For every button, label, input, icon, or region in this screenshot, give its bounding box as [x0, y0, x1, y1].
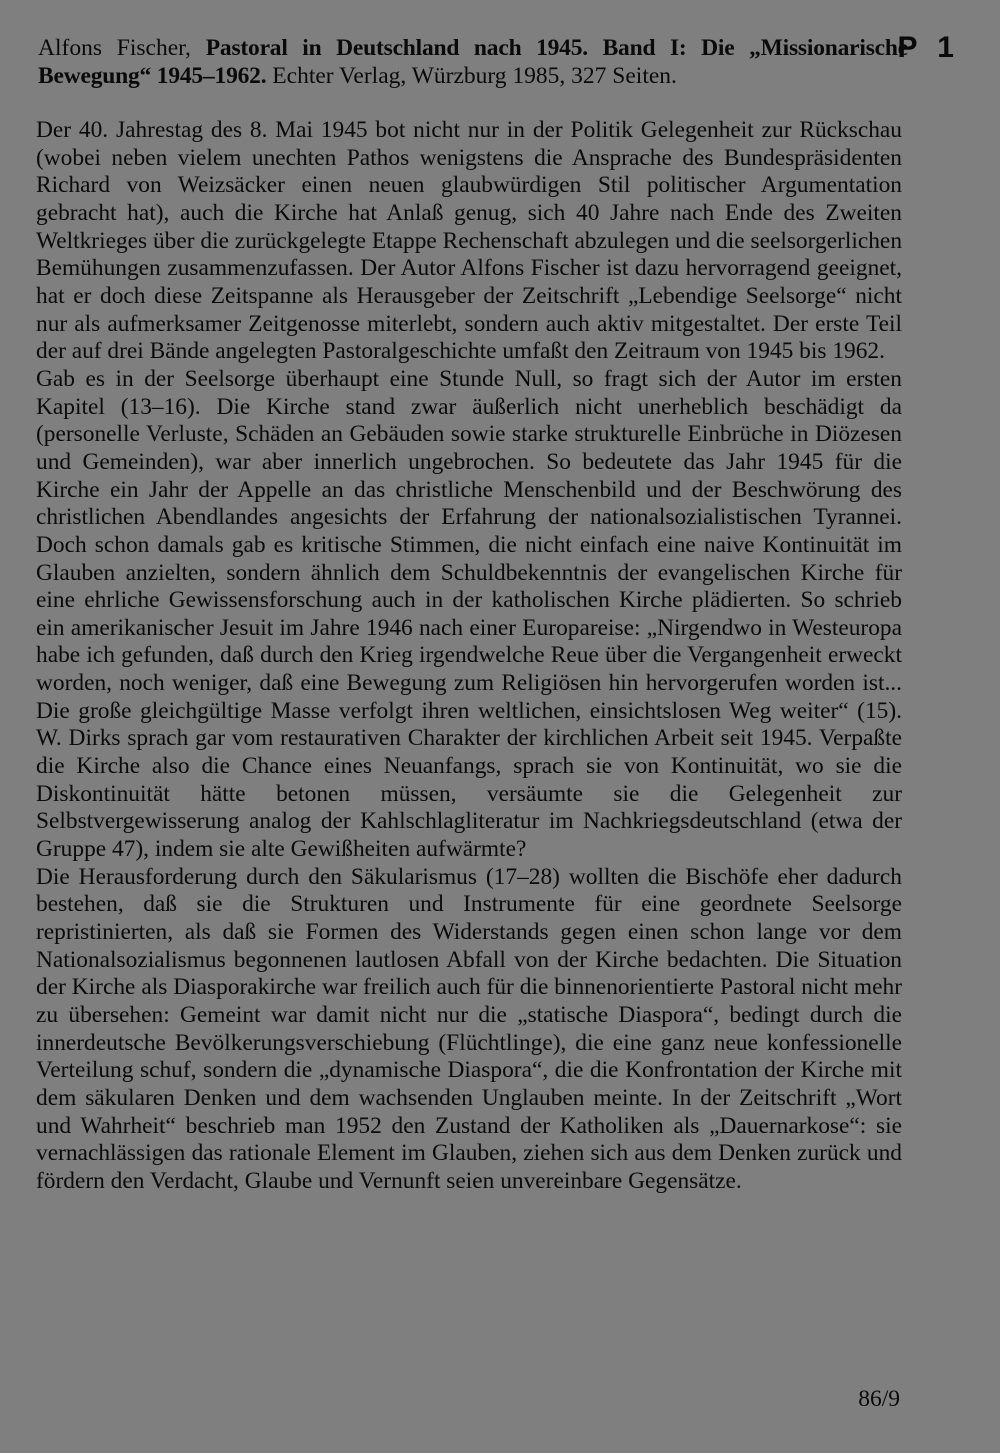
section-tag: P 1 — [897, 31, 960, 64]
paragraph-2: Gab es in der Seelsorge überhaupt eine Stunde Null, so fragt sich der Autor im ersten Kapitel (13–16). Die Kirche stand zwar äußerlich nicht unerheblich beschädigt da (personelle Verluste, Schäden an Gebäuden sowie starke strukturelle Einbrüche in Diözesen und Gemeinden), war aber innerlich ungebrochen. So bedeutete das Jahr 1945 für die Kirche ein Jahr der Appelle an das christliche Menschenbild und der Beschwörung des christlichen Abendlandes angesichts der Erfahrung der nationalsozialistischen Tyrannei. Doch schon damals gab es kritische Stimmen, die nicht einfach eine naive Kontinuität im Glauben anzielten, sondern ähnlich dem Schuldbekenntnis der evangelischen Kirche für eine ehrliche Gewissensforschung auch in der katholischen Kirche plädierten. So schrieb ein amerikanischer Jesuit im Jahre 1946 nach einer Europareise: „Nirgendwo in Westeuropa habe ich gefunden, daß durch den Krieg irgendwelche Reue über die Vergangenheit erweckt worden, noch weniger, daß eine Bewegung zum Religiösen hin hervorgerufen worden ist... Die große gleichgültige Masse verfolgt ihren weltlichen, einsichtslosen Weg weiter“ (15). W. Dirks sprach gar vom restaurativen Charakter der kirchlichen Arbeit seit 1945. Verpaßte die Kirche also die Chance eines Neuanfangs, sprach sie von Kontinuität, wo sie die Diskontinuität hätte betonen müssen, versäumte sie die Gelegenheit zur Selbstvergewisserung analog der Kahlschlagliteratur im Nachkriegsdeutschland (etwa der Gruppe 47), indem sie alte Gewißheiten aufwärmte? — [36, 365, 902, 863]
page-number: 86/9 — [858, 1386, 900, 1412]
citation-title: Pastoral in Deutschland nach 1945. Band I: Die „Missionarische Bewegung“ 1945–1962. — [38, 35, 908, 89]
review-body — [36, 117, 902, 1196]
book-citation — [38, 34, 908, 90]
citation-publisher: Echter Verlag, Würzburg 1985, 327 Seiten. — [272, 63, 677, 89]
citation-author: Alfons Fischer, — [38, 35, 191, 61]
paragraph-3: Die Herausforderung durch den Säkularismus (17–28) wollten die Bischöfe eher dadurch bestehen, daß sie die Strukturen und Instrumente für eine geordnete Seelsorge repristinierten, als daß sie Formen des Widerstands gegen einen schon lange vor dem Nationalsozialismus begonnenen lautlosen Abfall von der Kirche bedachten. Die Situation der Kirche als Diasporakirche war freilich auch für die binnenorientierte Pastoral nicht mehr zu übersehen: Gemeint war damit nicht nur die „statische Diaspora“, bedingt durch die innerdeutsche Bevölkerungsverschiebung (Flüchtlinge), die eine ganz neue konfessionelle Verteilung schuf, sondern die „dynamische Diaspora“, die die Konfrontation der Kirche mit dem säkularen Denken und dem wachsenden Unglauben meinte. In der Zeitschrift „Wort und Wahrheit“ beschrieb man 1952 den Zustand der Katholiken als „Dauernarkose“: sie vernachlässigen das rationale Element im Glauben, ziehen sich aus dem Denken zurück und fördern den Verdacht, Glaube und Vernunft seien unvereinbare Gegensätze. — [36, 863, 902, 1194]
paragraph-1: Der 40. Jahrestag des 8. Mai 1945 bot nicht nur in der Politik Gelegenheit zur Rückschau (wobei neben vielem unechten Pathos wenigstens die Ansprache des Bundespräsidenten Richard von Weizsäcker einen neuen glaubwürdigen Stil politischer Argumentation gebracht hat), auch die Kirche hat Anlaß genug, sich 40 Jahre nach Ende des Zweiten Weltkrieges über die zurückgelegte Etappe Rechenschaft abzulegen und die seelsorgerlichen Bemühungen zusammenzufassen. Der Autor Alfons Fischer ist dazu hervorragend geeignet, hat er doch diese Zeitspanne als Herausgeber der Zeitschrift „Lebendige Seelsorge“ nicht nur als aufmerksamer Zeitgenosse miterlebt, sondern auch aktiv mitgestaltet. Der erste Teil der auf drei Bände angelegten Pastoralgeschichte umfaßt den Zeitraum von 1945 bis 1962. — [36, 117, 903, 365]
